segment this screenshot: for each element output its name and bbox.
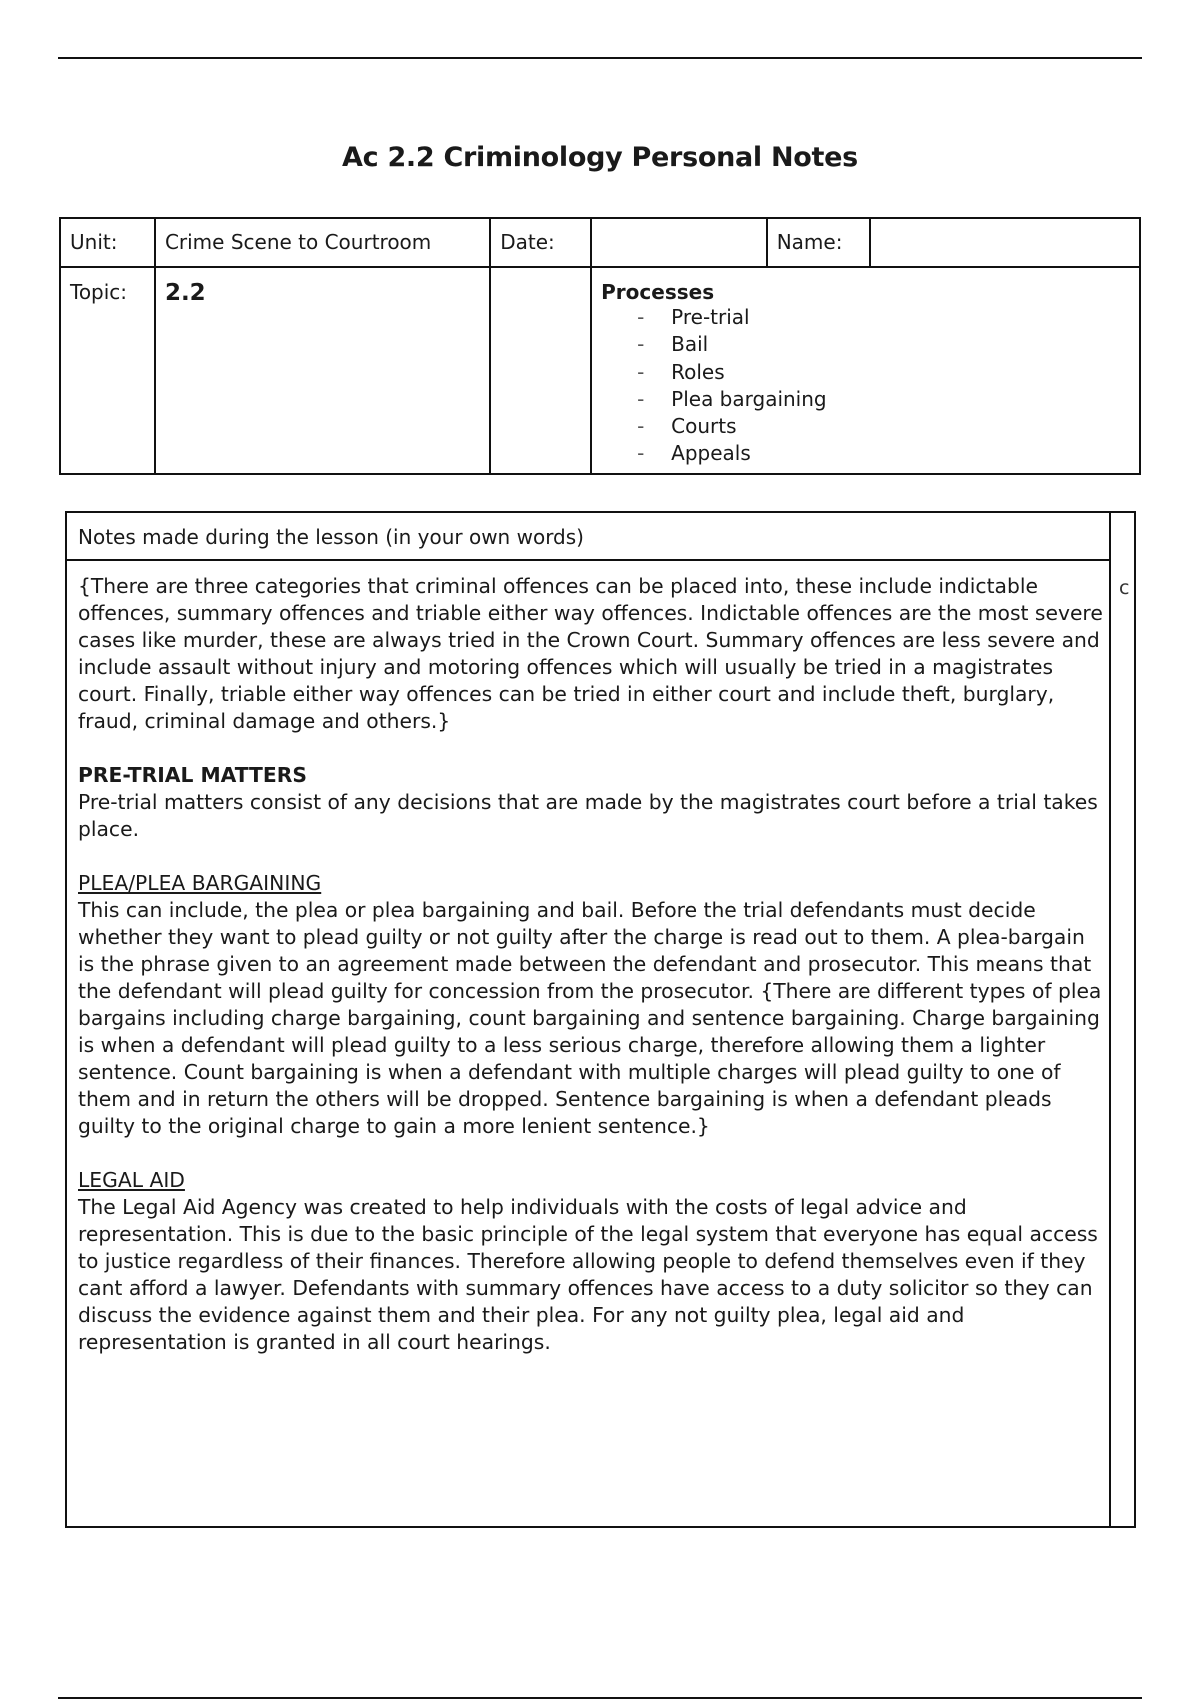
notes-body	[78, 573, 1106, 1383]
bullet-dash: -	[637, 305, 645, 329]
bottom-rule	[58, 1697, 1142, 1699]
topic-empty-cell	[490, 267, 591, 474]
name-label: Name:	[767, 218, 870, 267]
process-label: Appeals	[671, 441, 751, 466]
pretrial-paragraph: Pre-trial matters consist of any decisions that are made by the magistrates court before a trial takes place.	[78, 790, 1098, 841]
bullet-dash: -	[637, 386, 645, 411]
topic-label: Topic:	[60, 267, 155, 474]
bullet-dash: -	[637, 359, 645, 384]
bullet-dash: -	[637, 414, 645, 439]
bullet-dash: -	[637, 441, 645, 466]
pretrial-heading: PRE-TRIAL MATTERS	[78, 763, 307, 787]
processes-list	[601, 304, 1130, 468]
process-label: Bail	[671, 332, 709, 357]
process-item	[637, 359, 1130, 386]
top-rule	[58, 57, 1142, 59]
info-row-unit	[60, 218, 1140, 267]
intro-paragraph: {There are three categories that criminal offences can be placed into, these include indictable offences, summary offences and triable either way offences. Indictable offences are the most severe cases like murder, these are always tried in the Crown Court. Summary offences are less severe and include assault without injury and motoring offences which will usually be tried in a magistrates court. Finally, triable either way offences can be tried in either court and include theft, burglary, fraud, criminal damage and others.}	[78, 574, 1103, 733]
topic-value-cell	[155, 267, 490, 474]
unit-value: Crime Scene to Courtroom	[155, 218, 490, 267]
date-label: Date:	[490, 218, 591, 267]
bullet-dash: -	[637, 332, 645, 357]
legal-aid-heading: LEGAL AID	[78, 1168, 185, 1192]
process-item	[637, 413, 1130, 440]
notes-column-divider	[1109, 513, 1111, 1526]
plea-heading: PLEA/PLEA BARGAINING	[78, 871, 322, 895]
process-label: Pre-trial	[671, 305, 750, 329]
process-label: Courts	[671, 414, 737, 439]
processes-title: Processes	[601, 280, 715, 304]
page-title: Ac 2.2 Criminology Personal Notes	[342, 142, 858, 173]
info-table	[59, 217, 1141, 475]
plea-paragraph: This can include, the plea or plea bargaining and bail. Before the trial defendants must decide whether they want to plead guilty or not guilty after the charge is read out to them. A plea-bargain is the phrase given to an agreement made between the defendant and prosecutor. This means that the defendant will plead guilty for concession from the prosecutor. {There are different types of plea bargains including charge bargaining, count bargaining and sentence bargaining. Charge bargaining is when a defendant will plead guilty to a less serious charge, therefore allowing them a lighter sentence. Count bargaining is when a defendant with multiple charges will plead guilty to one of them and in return the others will be dropped. Sentence bargaining is when a defendant pleads guilty to the original charge to gain a more lenient sentence.}	[78, 898, 1102, 1138]
side-mark: c	[1119, 577, 1130, 599]
date-value	[591, 218, 767, 267]
info-row-topic	[60, 267, 1140, 474]
notes-box	[65, 511, 1136, 1528]
process-item	[637, 331, 1130, 358]
notes-heading: Notes made during the lesson (in your own words)	[67, 513, 1109, 561]
process-item	[637, 386, 1130, 413]
topic-value: 2.2	[164, 280, 206, 306]
process-label: Plea bargaining	[671, 386, 827, 411]
legal-aid-paragraph: The Legal Aid Agency was created to help individuals with the costs of legal advice and representation. This is due to the basic principle of the legal system that everyone has equal access to justice regardless of their finances. Therefore allowing people to defend themselves even if they cant afford a lawyer. Defendants with summary offences have access to a duty solicitor so they can discuss the evidence against them and their plea. For any not guilty plea, legal aid and representation is granted in all court hearings.	[78, 1195, 1098, 1354]
processes-cell	[591, 267, 1140, 474]
process-item	[637, 304, 1130, 331]
process-item	[637, 440, 1130, 467]
name-value	[870, 218, 1140, 267]
process-label: Roles	[671, 359, 725, 384]
unit-label: Unit:	[60, 218, 155, 267]
